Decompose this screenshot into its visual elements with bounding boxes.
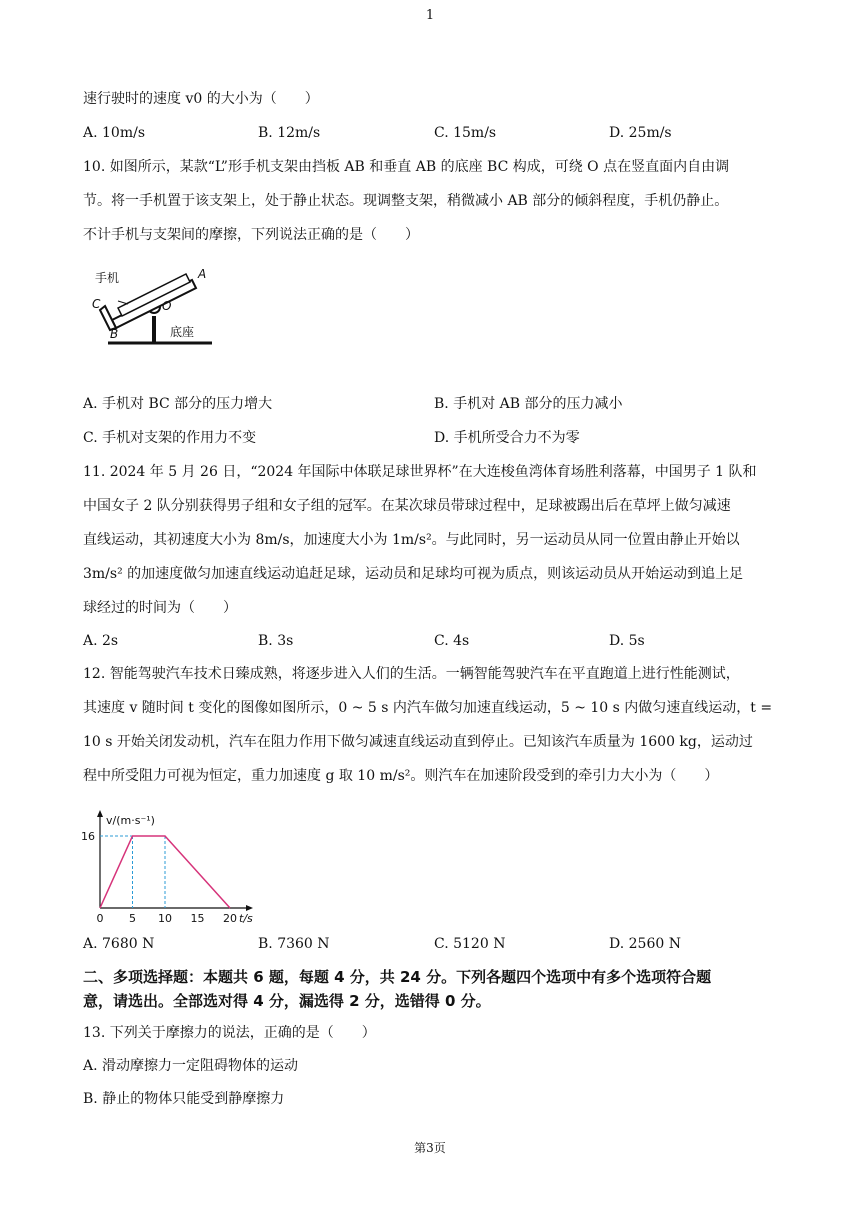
q11-option-b: B. 3s (258, 633, 294, 649)
x-tick-label-0: 0 (96, 912, 104, 923)
q10-stem-line-1: 10. 如图所示，某款“L”形手机支架由挡板 AB 和垂直 AB 的底座 BC 构成，可绕 O 点在竖直面内自由调 (83, 159, 730, 175)
q13-option-b: B. 静止的物体只能受到静摩擦力 (83, 1091, 285, 1107)
q11-stem-line-1: 11. 2024 年 5 月 26 日，“2024 年国际中体联足球世界杯”在大连梭鱼湾体育场胜利落幕，中国男子 1 队和 (83, 464, 757, 480)
q12-stem-line-3: 10 s 开始关闭发动机，汽车在阻力作用下做匀减速直线运动直到停止。已知该汽车质量为 1600 kg，运动过 (83, 734, 753, 750)
q12-stem-line-1: 12. 智能驾驶汽车技术日臻成熟，将逐步进入人们的生活。一辆智能驾驶汽车在平直跑道上进行性能测试， (83, 666, 740, 682)
x-axis-arrow (246, 905, 253, 911)
q12-option-b: B. 7360 N (258, 936, 330, 952)
figure-label-c: C (92, 297, 101, 311)
q12-option-c: C. 5120 N (434, 936, 506, 952)
q11-stem-line-3: 直线运动，其初速度大小为 8m/s，加速度大小为 1m/s²。与此同时，另一运动员从同一位置由静止开始以 (83, 532, 740, 548)
q10-option-a: A. 手机对 BC 部分的压力增大 (83, 396, 273, 412)
q13-option-a: A. 滑动摩擦力一定阻碍物体的运动 (83, 1058, 299, 1074)
q11-stem-line-5: 球经过的时间为（ ） (83, 600, 237, 616)
q12-option-a: A. 7680 N (83, 936, 155, 952)
q9-option-a: A. 10m/s (83, 125, 146, 141)
q9-option-d: D. 25m/s (609, 125, 672, 141)
q12-option-d: D. 2560 N (609, 936, 681, 952)
y-tick-label-16: 16 (81, 830, 95, 843)
x-tick-label-5: 5 (129, 912, 136, 923)
q9-option-b: B. 12m/s (258, 125, 321, 141)
figure-label-b: B (110, 327, 119, 341)
q11-stem-line-4: 3m/s² 的加速度做匀加速直线运动追赶足球，运动员和足球均可视为质点，则该运动员从开始运动到追上足 (83, 566, 744, 582)
section-2-heading-line-1: 二、多项选择题：本题共 6 题，每题 4 分，共 24 分。下列各题四个选项中有多个选项符合题 (83, 968, 712, 986)
q9-option-c: C. 15m/s (434, 125, 497, 141)
x-tick-label-10: 10 (158, 912, 172, 923)
figure-label-phone: 手机 (95, 271, 120, 285)
q13-stem: 13. 下列关于摩擦力的说法，正确的是（ ） (83, 1025, 376, 1041)
x-tick-label-15: 15 (190, 912, 205, 923)
velocity-time-chart (78, 798, 288, 923)
phone-stand-figure (88, 260, 238, 380)
q9-stem: 速行驶时的速度 v0 的大小为（ ） (83, 91, 319, 107)
q10-option-d: D. 手机所受合力不为零 (434, 430, 580, 446)
q11-stem-line-2: 中国女子 2 队分别获得男子组和女子组的冠军。在某次球员带球过程中，足球被踢出后在草坪上做匀减速 (83, 498, 731, 514)
q12-stem-line-4: 程中所受阻力可视为恒定，重力加速度 g 取 10 m/s²。则汽车在加速阶段受到的牵引力大小为（ ） (83, 768, 719, 784)
q11-option-d: D. 5s (609, 633, 645, 649)
q10-option-b: B. 手机对 AB 部分的压力减小 (434, 396, 623, 412)
q11-option-c: C. 4s (434, 633, 470, 649)
figure-label-a: A (198, 267, 207, 281)
x-tick-label-20: 20 (223, 912, 237, 923)
q10-stem-line-3: 不计手机与支架间的摩擦，下列说法正确的是（ ） (83, 227, 419, 243)
figure-label-o: O (162, 299, 172, 313)
q10-stem-line-2: 节。将一手机置于该支架上，处于静止状态。现调整支架，稍微减小 AB 部分的倾斜程度，手机仍静止。 (83, 193, 729, 209)
y-axis-label: v/(m·s⁻¹) (106, 814, 155, 827)
q12-stem-line-2: 其速度 v 随时间 t 变化的图像如图所示，0 ~ 5 s 内汽车做匀加速直线运动，5 ~ 10 s 内做匀速直线运动，t = (83, 700, 773, 716)
page-footer: 第3页 (414, 1141, 446, 1155)
q10-option-c: C. 手机对支架的作用力不变 (83, 430, 257, 446)
page-number: 1 (425, 8, 435, 23)
x-axis-label: t/s (239, 912, 253, 923)
q11-option-a: A. 2s (83, 633, 119, 649)
section-2-heading-line-2: 意，请选出。全部选对得 4 分，漏选得 2 分，选错得 0 分。 (83, 992, 491, 1010)
y-axis-arrow (97, 810, 103, 817)
figure-label-base: 底座 (170, 325, 195, 339)
